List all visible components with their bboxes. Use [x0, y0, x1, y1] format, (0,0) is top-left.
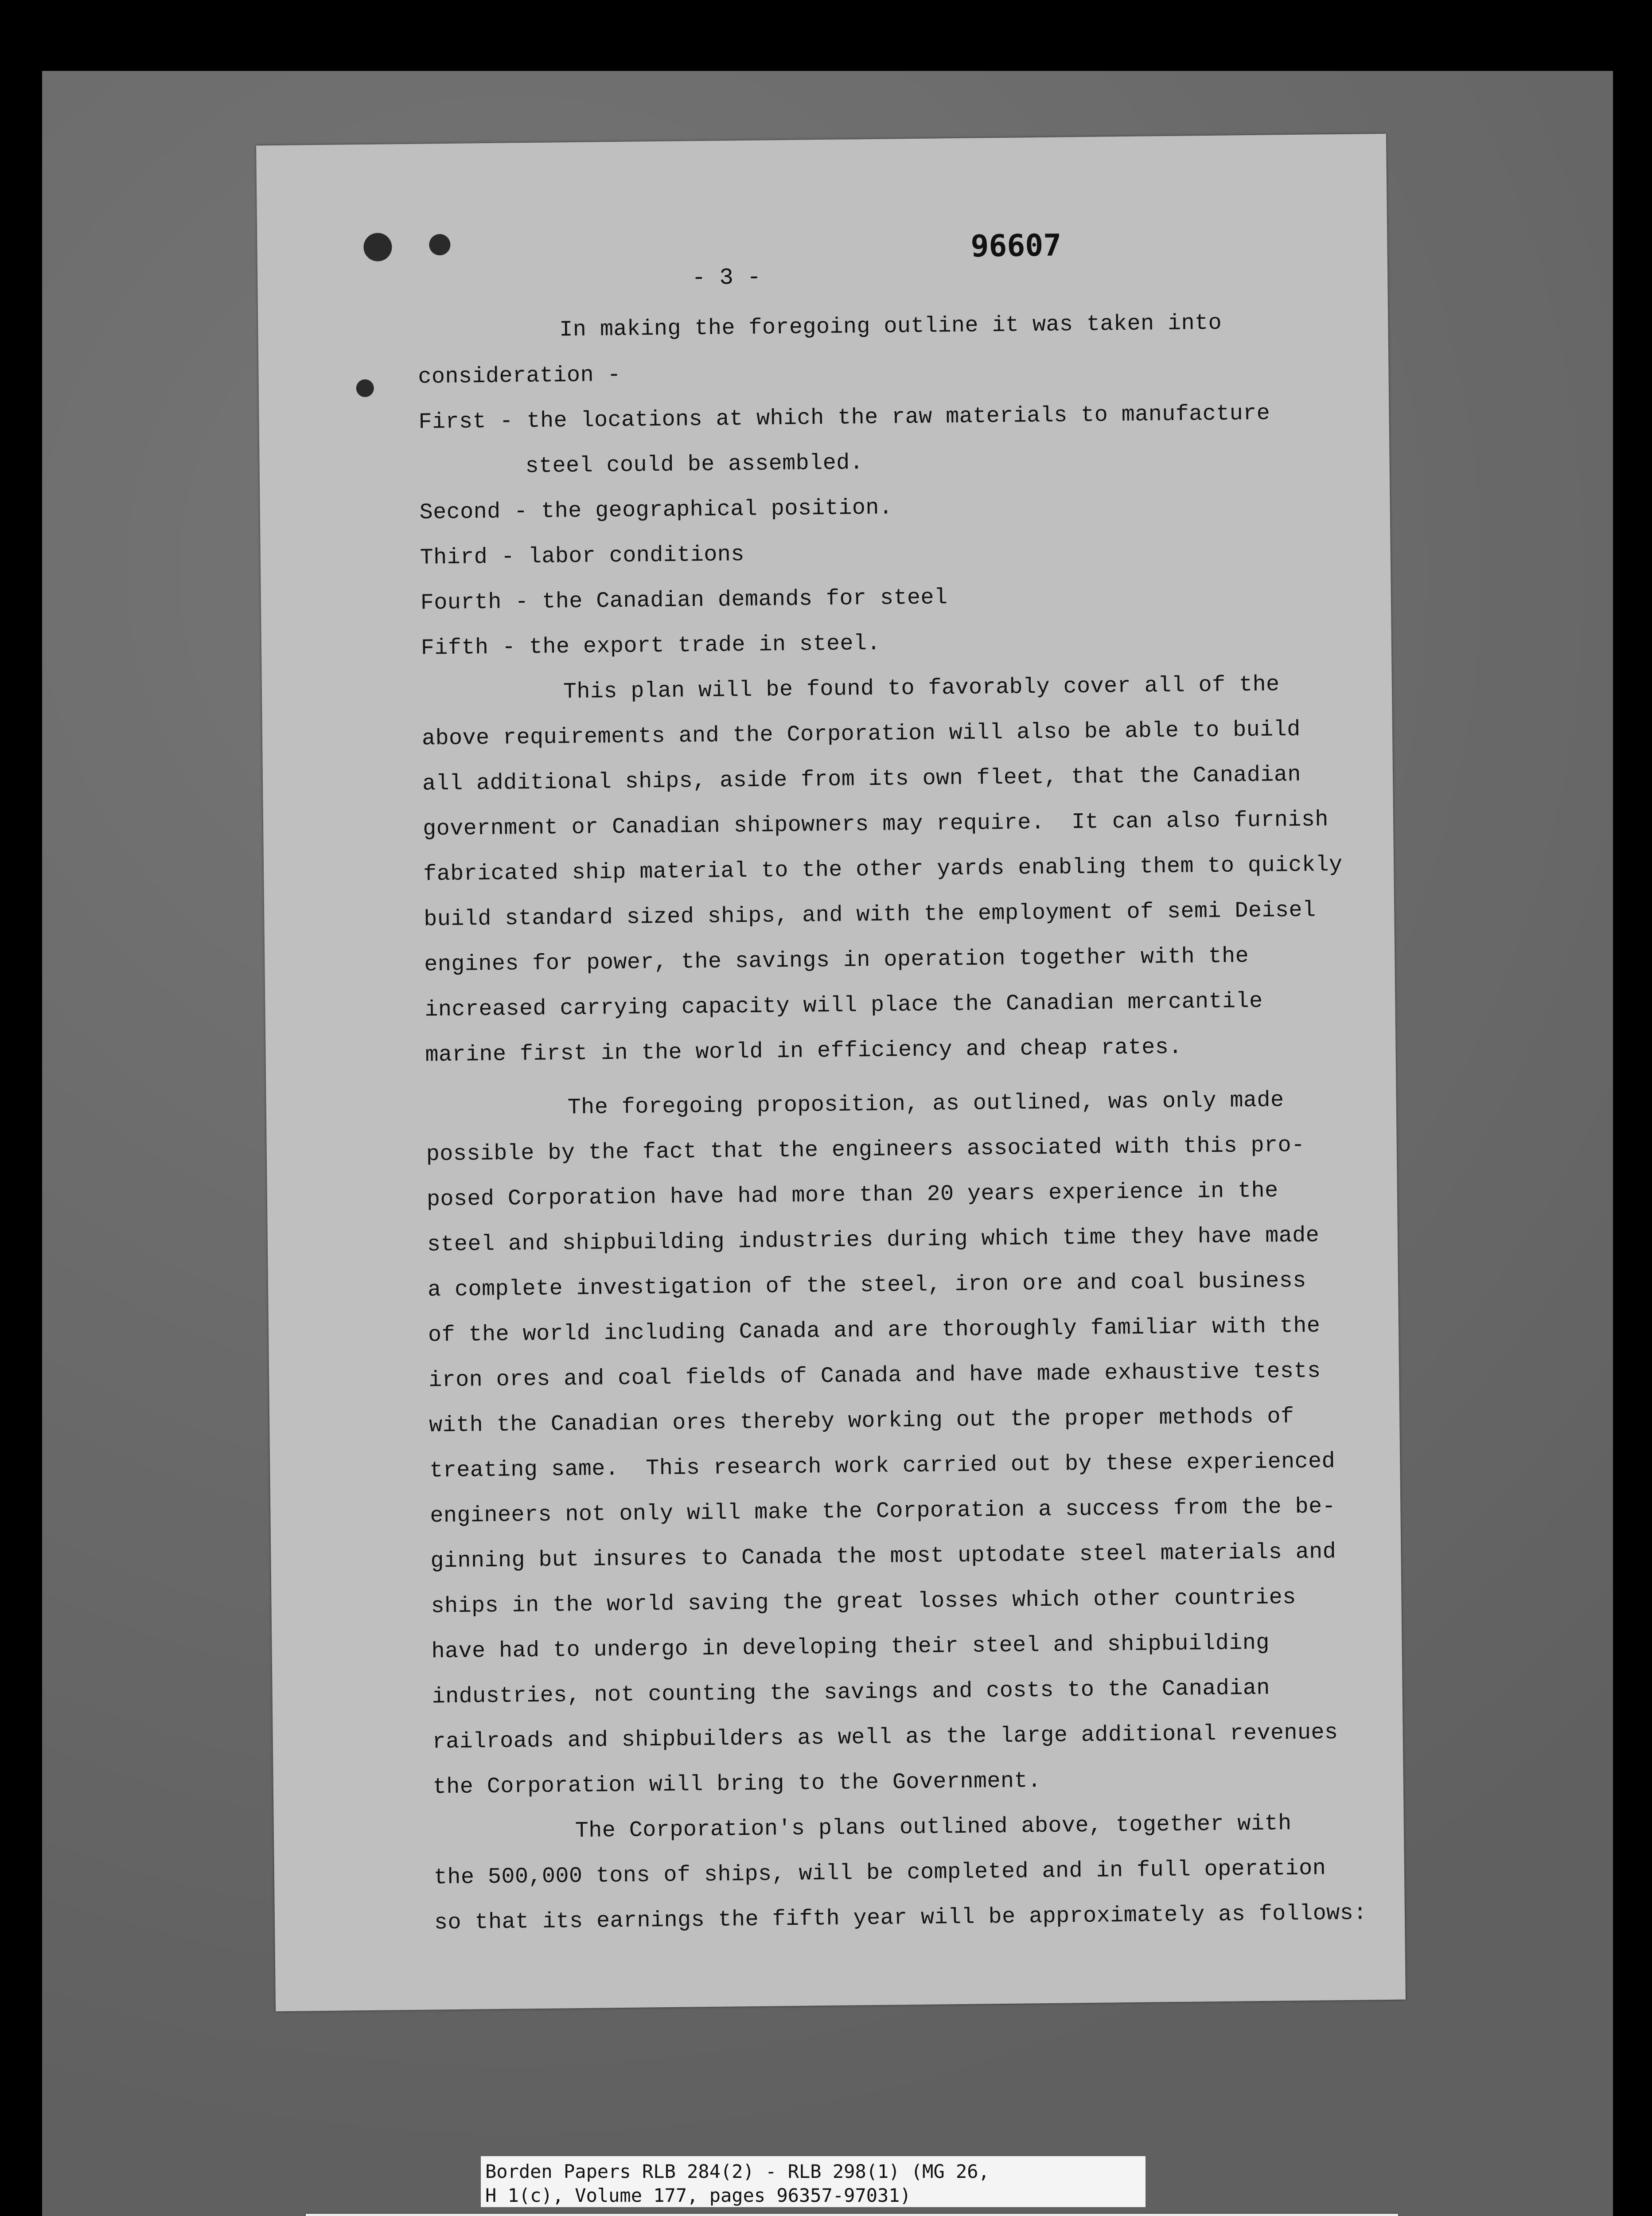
archive-reference-label [481, 2156, 1145, 2207]
text-line: engineers not only will make the Corporation a success from the be- [430, 1494, 1336, 1529]
text-line: The Corporation's plans outlined above, together with [575, 1811, 1292, 1844]
text-line: above requirements and the Corporation will also be able to build [421, 717, 1301, 752]
text-line: the 500,000 tons of ships, will be completed and in full operation [433, 1856, 1326, 1891]
text-line: railroads and shipbuilders as well as the large additional revenues [432, 1720, 1338, 1755]
text-line: This plan will be found to favorably cover all of the [563, 672, 1280, 705]
text-line: In making the foregoing outline it was taken into [559, 310, 1222, 343]
text-line: steel and shipbuilding industries during which time they have made [427, 1223, 1320, 1258]
text-line: consideration - [418, 362, 621, 390]
text-line: steel could be assembled. [525, 450, 864, 480]
document-page [256, 134, 1406, 2011]
punch-hole [363, 233, 392, 261]
text-line: First - the locations at which the raw materials to manufacture [418, 401, 1270, 435]
text-line: iron ores and coal fields of Canada and have made exhaustive tests [428, 1358, 1321, 1393]
reference-line: H 1(c), Volume 177, pages 96357-97031) [485, 2185, 911, 2206]
text-line: have had to undergo in developing their steel and shipbuilding [431, 1630, 1270, 1665]
text-line: build standard sized ships, and with the employment of semi Deisel [424, 897, 1316, 932]
text-line: Third - labor conditions [420, 542, 745, 571]
punch-hole [429, 234, 451, 256]
text-line: Fourth - the Canadian demands for steel [420, 585, 948, 616]
page-number: - 3 - [691, 264, 761, 292]
text-line: treating same. This research work carried out by these experienced [429, 1449, 1336, 1484]
text-line: The foregoing proposition, as outlined, was only made [567, 1088, 1284, 1121]
text-line: fabricated ship material to the other yards enabling them to quickly [423, 852, 1343, 887]
text-line: engines for power, the savings in operation together with the [424, 944, 1249, 978]
text-line: with the Canadian ores thereby working out the proper methods of [429, 1404, 1294, 1439]
archives-stamp [306, 2214, 1398, 2216]
text-line: Second - the geographical position. [419, 495, 893, 526]
text-line: the Corporation will bring to the Government. [432, 1768, 1041, 1800]
text-line: government or Canadian shipowners may require. It can also furnish [422, 807, 1329, 842]
text-line: of the world including Canada and are thoroughly familiar with the [428, 1313, 1321, 1348]
text-line: possible by the fact that the engineers associated with this pro- [426, 1132, 1305, 1167]
punch-hole [356, 379, 374, 397]
text-line: posed Corporation have had more than 20 years experience in the [426, 1178, 1278, 1213]
text-line: a complete investigation of the steel, iron ore and coal business [427, 1268, 1307, 1303]
text-line: industries, not counting the savings and costs to the Canadian [432, 1675, 1270, 1710]
text-line: so that its earnings the fifth year will be approximately as follows: [434, 1900, 1368, 1936]
text-line: marine first in the world in efficiency and cheap rates. [425, 1034, 1183, 1068]
text-line: increased carrying capacity will place the Canadian mercantile [425, 988, 1263, 1023]
reference-line: Borden Papers RLB 284(2) - RLB 298(1) (MG 26, [485, 2161, 990, 2182]
text-line: ginning but insures to Canada the most uptodate steel materials and [430, 1539, 1336, 1574]
text-line: ships in the world saving the great losses which other countries [431, 1585, 1297, 1619]
text-line: all additional ships, aside from its own fleet, that the Canadian [422, 762, 1301, 797]
text-line: Fifth - the export trade in steel. [421, 631, 881, 661]
document-number: 96607 [970, 228, 1062, 264]
